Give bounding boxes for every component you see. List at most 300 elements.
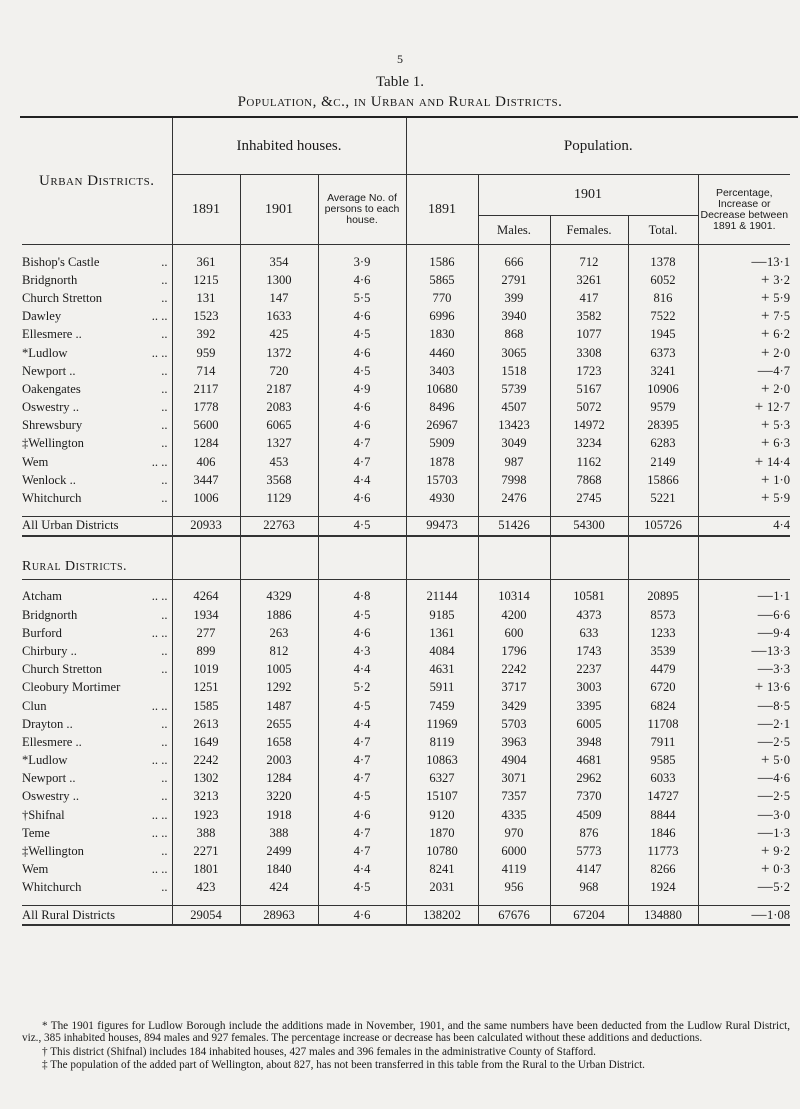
- leader-dots: ..: [161, 491, 168, 506]
- district-name-text: Chirbury ..: [22, 643, 77, 658]
- cell-p1891: 8496: [406, 399, 478, 417]
- cell-p1891: 770: [406, 289, 478, 307]
- cell-h1891: 406: [172, 453, 240, 471]
- cell-females: 5072: [550, 399, 628, 417]
- rural-header-cell: [172, 536, 240, 580]
- cell-avg: 5·5: [318, 289, 406, 307]
- cell-p1891: 8119: [406, 733, 478, 751]
- cell-h1891: 4264: [172, 588, 240, 606]
- leader-dots: ..: [161, 607, 168, 622]
- cell-percentage: [698, 453, 790, 471]
- rural-districts-header: Rural Districts.: [22, 536, 172, 580]
- cell-females: 14972: [550, 417, 628, 435]
- cell-h1901: 1918: [240, 806, 318, 824]
- table-row: [22, 806, 790, 824]
- leader-dots: ..: [161, 290, 168, 305]
- cell-females: 4373: [550, 606, 628, 624]
- cell-males: 2242: [478, 661, 550, 679]
- urban-districts-header: Urban Districts.: [22, 118, 172, 245]
- cell-percentage: [698, 642, 790, 660]
- sign: —: [757, 824, 773, 841]
- cell-p1891: 138202: [406, 906, 478, 926]
- cell-p1891: 11969: [406, 715, 478, 733]
- cell-h1901: 1129: [240, 489, 318, 507]
- district-name-text: Oswestry ..: [22, 789, 80, 804]
- percentage-value: 5·0: [773, 753, 791, 768]
- district-name-text: Ellesmere ..: [22, 327, 82, 342]
- cell-avg: 4·7: [318, 752, 406, 770]
- cell-avg: 4·4: [318, 715, 406, 733]
- district-name: [22, 606, 172, 624]
- cell-females: 54300: [550, 516, 628, 536]
- spacer-cell: [628, 245, 698, 254]
- sign: +: [761, 417, 770, 434]
- cell-h1891: 2117: [172, 380, 240, 398]
- cell-females: 5167: [550, 380, 628, 398]
- cell-h1891: 1006: [172, 489, 240, 507]
- percentage-value: 1·0: [773, 472, 791, 487]
- leader-dots: .. ..: [151, 807, 168, 822]
- cell-p1891: 6996: [406, 308, 478, 326]
- cell-p1891: 21144: [406, 588, 478, 606]
- page-number: 5: [397, 52, 403, 66]
- cell-males: 3940: [478, 308, 550, 326]
- cell-percentage: [698, 606, 790, 624]
- table-row: [22, 308, 790, 326]
- cell-p1891: 6327: [406, 770, 478, 788]
- percentage-value: 13·3: [766, 643, 791, 658]
- total-header: Total.: [628, 216, 698, 245]
- cell-females: 2745: [550, 489, 628, 507]
- spacer-cell: [172, 508, 240, 517]
- cell-h1891: 277: [172, 624, 240, 642]
- district-name-text: Church Stretton: [22, 290, 103, 305]
- sign: +: [761, 308, 770, 325]
- spacer-cell: [478, 579, 550, 588]
- district-name: [22, 861, 172, 879]
- cell-h1901: 2499: [240, 842, 318, 860]
- district-name-text: Shrewsbury: [22, 418, 83, 433]
- females-header: Females.: [550, 216, 628, 245]
- cell-avg: 4·6: [318, 344, 406, 362]
- spacer-cell: [550, 579, 628, 588]
- spacer-cell: [478, 245, 550, 254]
- cell-h1891: 959: [172, 344, 240, 362]
- district-name: [22, 788, 172, 806]
- table-row: [22, 253, 790, 271]
- males-header: Males.: [478, 216, 550, 245]
- cell-total: 5221: [628, 489, 698, 507]
- table-row: [22, 344, 790, 362]
- cell-males: 3717: [478, 679, 550, 697]
- cell-avg: 4·7: [318, 435, 406, 453]
- cell-p1891: 8241: [406, 861, 478, 879]
- district-name-text: Bishop's Castle: [22, 254, 100, 269]
- sign: +: [761, 490, 770, 507]
- leader-dots: ..: [161, 880, 168, 895]
- rural-header-cell: [550, 536, 628, 580]
- cell-females: 3234: [550, 435, 628, 453]
- cell-percentage: [698, 806, 790, 824]
- population-1901-header: 1901: [478, 175, 698, 216]
- cell-total: 14727: [628, 788, 698, 806]
- district-name: [22, 879, 172, 897]
- cell-avg: 4·5: [318, 788, 406, 806]
- cell-total: 1924: [628, 879, 698, 897]
- rural-total-row: [22, 906, 790, 926]
- cell-males: 666: [478, 253, 550, 271]
- district-name-text: Atcham: [22, 589, 62, 604]
- cell-avg: 4·4: [318, 661, 406, 679]
- urban-total-row: [22, 516, 790, 536]
- cell-avg: 4·7: [318, 824, 406, 842]
- district-name: [22, 806, 172, 824]
- cell-total: 4479: [628, 661, 698, 679]
- cell-h1891: 1251: [172, 679, 240, 697]
- cell-p1891: 4631: [406, 661, 478, 679]
- cell-males: 67676: [478, 906, 550, 926]
- cell-total: 8573: [628, 606, 698, 624]
- cell-p1891: 2031: [406, 879, 478, 897]
- houses-1891-header: 1891: [172, 175, 240, 245]
- spacer-cell: [406, 579, 478, 588]
- cell-h1901: 28963: [240, 906, 318, 926]
- cell-percentage: [698, 624, 790, 642]
- cell-females: 968: [550, 879, 628, 897]
- cell-males: 51426: [478, 516, 550, 536]
- average-persons-header: Average No. of persons to each house.: [318, 175, 406, 245]
- cell-h1891: 1649: [172, 733, 240, 751]
- cell-percentage: [698, 417, 790, 435]
- district-name-text: Church Stretton: [22, 662, 103, 677]
- cell-percentage: [698, 289, 790, 307]
- district-name: [22, 289, 172, 307]
- cell-percentage: [698, 770, 790, 788]
- district-name-text: Wenlock ..: [22, 472, 76, 487]
- cell-h1901: 1292: [240, 679, 318, 697]
- leader-dots: ..: [161, 436, 168, 451]
- sign: +: [761, 271, 770, 288]
- cell-males: 956: [478, 879, 550, 897]
- district-name-text: Burford: [22, 625, 62, 640]
- cell-h1901: 1633: [240, 308, 318, 326]
- cell-p1891: 9120: [406, 806, 478, 824]
- cell-females: 3395: [550, 697, 628, 715]
- table-row: [22, 380, 790, 398]
- sign: —: [757, 697, 773, 714]
- sign: —: [751, 253, 767, 270]
- inhabited-houses-header: Inhabited houses.: [172, 118, 406, 175]
- cell-males: 1796: [478, 642, 550, 660]
- district-name-text: Teme: [22, 825, 50, 840]
- district-name-text: Oswestry ..: [22, 400, 80, 415]
- district-name-text: Wem: [22, 862, 49, 877]
- percentage-header: Percentage, Increase or Decrease between 1891 & 1901.: [698, 175, 790, 245]
- leader-dots: .. ..: [151, 454, 168, 469]
- spacer-cell: [240, 579, 318, 588]
- cell-avg: 4·6: [318, 399, 406, 417]
- rural-header-cell: [240, 536, 318, 580]
- table-row: [22, 770, 790, 788]
- leader-dots: .. ..: [151, 698, 168, 713]
- cell-females: 7370: [550, 788, 628, 806]
- district-name-text: Wem: [22, 454, 49, 469]
- cell-total: 28395: [628, 417, 698, 435]
- district-name-text: All Rural Districts: [22, 907, 116, 922]
- percentage-value: 6·6: [773, 607, 791, 622]
- sign: +: [761, 843, 770, 860]
- table-row: [22, 588, 790, 606]
- spacer-row: [22, 897, 790, 906]
- cell-h1901: 3568: [240, 471, 318, 489]
- cell-h1901: 3220: [240, 788, 318, 806]
- cell-percentage: [698, 661, 790, 679]
- percentage-value: 2·0: [773, 345, 791, 360]
- cell-females: 3003: [550, 679, 628, 697]
- cell-avg: 5·2: [318, 679, 406, 697]
- cell-h1891: 1215: [172, 271, 240, 289]
- cell-total: 6052: [628, 271, 698, 289]
- district-name: [22, 661, 172, 679]
- spacer-cell: [172, 897, 240, 906]
- cell-percentage: [698, 679, 790, 697]
- sign: +: [761, 326, 770, 343]
- cell-males: 5703: [478, 715, 550, 733]
- cell-females: 1723: [550, 362, 628, 380]
- spacer-row: [22, 579, 790, 588]
- table-row: [22, 453, 790, 471]
- table-row: [22, 788, 790, 806]
- district-name: [22, 624, 172, 642]
- leader-dots: ..: [161, 472, 168, 487]
- district-name-text: Newport ..: [22, 771, 76, 786]
- houses-1901-header: 1901: [240, 175, 318, 245]
- district-name: [22, 842, 172, 860]
- spacer-cell: [628, 579, 698, 588]
- table-row: [22, 624, 790, 642]
- cell-p1891: 9185: [406, 606, 478, 624]
- cell-avg: 4·9: [318, 380, 406, 398]
- cell-h1891: 20933: [172, 516, 240, 536]
- cell-total: 134880: [628, 906, 698, 926]
- spacer-cell: [172, 245, 240, 254]
- cell-females: 2962: [550, 770, 628, 788]
- sign: +: [761, 289, 770, 306]
- cell-males: 3065: [478, 344, 550, 362]
- rural-header-cell: [698, 536, 790, 580]
- cell-h1891: 1934: [172, 606, 240, 624]
- cell-total: 816: [628, 289, 698, 307]
- cell-percentage: [698, 842, 790, 860]
- leader-dots: ..: [161, 662, 168, 677]
- cell-total: 1378: [628, 253, 698, 271]
- cell-h1891: 29054: [172, 906, 240, 926]
- table-row: [22, 752, 790, 770]
- cell-females: 4147: [550, 861, 628, 879]
- cell-avg: 4·4: [318, 861, 406, 879]
- cell-avg: 4·8: [318, 588, 406, 606]
- cell-p1891: 1586: [406, 253, 478, 271]
- leader-dots: .. ..: [151, 309, 168, 324]
- cell-percentage: [698, 697, 790, 715]
- spacer-cell: [240, 508, 318, 517]
- cell-females: 4681: [550, 752, 628, 770]
- percentage-value: 4·7: [773, 363, 791, 378]
- sign: —: [751, 642, 767, 659]
- cell-avg: 4·6: [318, 308, 406, 326]
- sign: +: [761, 861, 770, 878]
- cell-percentage: [698, 906, 790, 926]
- table-row: [22, 417, 790, 435]
- cell-p1891: 1878: [406, 453, 478, 471]
- cell-percentage: [698, 344, 790, 362]
- leader-dots: .. ..: [151, 625, 168, 640]
- cell-total: 7522: [628, 308, 698, 326]
- cell-avg: 4·6: [318, 417, 406, 435]
- percentage-value: 1·1: [773, 589, 791, 604]
- district-name: [22, 906, 172, 926]
- cell-total: 8266: [628, 861, 698, 879]
- district-name: [22, 271, 172, 289]
- spacer-cell: [22, 245, 172, 254]
- cell-percentage: [698, 824, 790, 842]
- cell-females: 7868: [550, 471, 628, 489]
- cell-p1891: 4930: [406, 489, 478, 507]
- cell-males: 600: [478, 624, 550, 642]
- table-row: [22, 435, 790, 453]
- leader-dots: ..: [161, 327, 168, 342]
- district-name-text: Cleobury Mortimer: [22, 680, 121, 695]
- cell-total: 1846: [628, 824, 698, 842]
- cell-males: 3071: [478, 770, 550, 788]
- cell-total: 11708: [628, 715, 698, 733]
- district-name: [22, 362, 172, 380]
- cell-males: 4904: [478, 752, 550, 770]
- cell-percentage: [698, 380, 790, 398]
- cell-h1901: 354: [240, 253, 318, 271]
- cell-females: 3948: [550, 733, 628, 751]
- cell-females: 1743: [550, 642, 628, 660]
- table-title: Table 1.: [375, 74, 425, 90]
- district-name: [22, 453, 172, 471]
- sign: —: [757, 606, 773, 623]
- cell-total: 1945: [628, 326, 698, 344]
- percentage-value: 1·3: [773, 825, 791, 840]
- cell-avg: 4·7: [318, 842, 406, 860]
- cell-h1891: 2271: [172, 842, 240, 860]
- cell-males: 868: [478, 326, 550, 344]
- percentage-value: 5·9: [773, 290, 791, 305]
- leader-dots: ..: [161, 254, 168, 269]
- percentage-value: 6·2: [773, 327, 791, 342]
- cell-h1891: 1585: [172, 697, 240, 715]
- table-row: [22, 642, 790, 660]
- cell-percentage: [698, 879, 790, 897]
- spacer-cell: [318, 897, 406, 906]
- cell-h1901: 6065: [240, 417, 318, 435]
- spacer-cell: [240, 245, 318, 254]
- table-row: [22, 289, 790, 307]
- table-row: [22, 697, 790, 715]
- cell-h1891: 131: [172, 289, 240, 307]
- cell-total: 7911: [628, 733, 698, 751]
- table-row: [22, 824, 790, 842]
- district-name: [22, 417, 172, 435]
- cell-total: 6283: [628, 435, 698, 453]
- district-name: [22, 308, 172, 326]
- district-name-text: *Ludlow: [22, 345, 68, 360]
- cell-percentage: [698, 326, 790, 344]
- table-row: [22, 679, 790, 697]
- cell-h1891: 2613: [172, 715, 240, 733]
- cell-avg: 4·5: [318, 606, 406, 624]
- cell-males: 970: [478, 824, 550, 842]
- cell-h1891: 2242: [172, 752, 240, 770]
- table-row: [22, 271, 790, 289]
- cell-p1891: 10780: [406, 842, 478, 860]
- district-name-text: *Ludlow: [22, 753, 68, 768]
- sign: —: [757, 733, 773, 750]
- cell-h1891: 714: [172, 362, 240, 380]
- population-1891-header: 1891: [406, 175, 478, 245]
- cell-p1891: 15107: [406, 788, 478, 806]
- cell-total: 2149: [628, 453, 698, 471]
- cell-avg: 4·6: [318, 806, 406, 824]
- population-header: Population.: [406, 118, 790, 175]
- cell-males: 1518: [478, 362, 550, 380]
- percentage-value: 2·5: [773, 789, 791, 804]
- district-name-text: Whitchurch: [22, 880, 82, 895]
- cell-males: 4507: [478, 399, 550, 417]
- cell-h1891: 1778: [172, 399, 240, 417]
- cell-total: 6824: [628, 697, 698, 715]
- cell-h1901: 1658: [240, 733, 318, 751]
- district-name-text: Drayton ..: [22, 716, 73, 731]
- district-name: [22, 752, 172, 770]
- cell-p1891: 26967: [406, 417, 478, 435]
- cell-total: 8844: [628, 806, 698, 824]
- cell-females: 3308: [550, 344, 628, 362]
- population-table: [22, 118, 790, 926]
- cell-p1891: 3403: [406, 362, 478, 380]
- leader-dots: ..: [161, 716, 168, 731]
- cell-total: 9585: [628, 752, 698, 770]
- sign: —: [757, 624, 773, 641]
- cell-h1901: 1327: [240, 435, 318, 453]
- district-name-text: ‡Wellington: [22, 844, 84, 859]
- cell-males: 2791: [478, 271, 550, 289]
- cell-h1901: 2187: [240, 380, 318, 398]
- cell-percentage: [698, 752, 790, 770]
- percentage-value: 0·3: [773, 862, 791, 877]
- cell-h1891: 899: [172, 642, 240, 660]
- cell-p1891: 99473: [406, 516, 478, 536]
- district-name-text: Oakengates: [22, 381, 81, 396]
- cell-h1901: 2083: [240, 399, 318, 417]
- cell-females: 712: [550, 253, 628, 271]
- district-name: [22, 435, 172, 453]
- cell-p1891: 7459: [406, 697, 478, 715]
- cell-total: 11773: [628, 842, 698, 860]
- district-name: [22, 326, 172, 344]
- table-row: [22, 471, 790, 489]
- cell-females: 1077: [550, 326, 628, 344]
- cell-avg: 4·7: [318, 770, 406, 788]
- cell-h1891: 1523: [172, 308, 240, 326]
- cell-total: 3539: [628, 642, 698, 660]
- cell-avg: 4·6: [318, 271, 406, 289]
- percentage-value: 9·2: [773, 844, 791, 859]
